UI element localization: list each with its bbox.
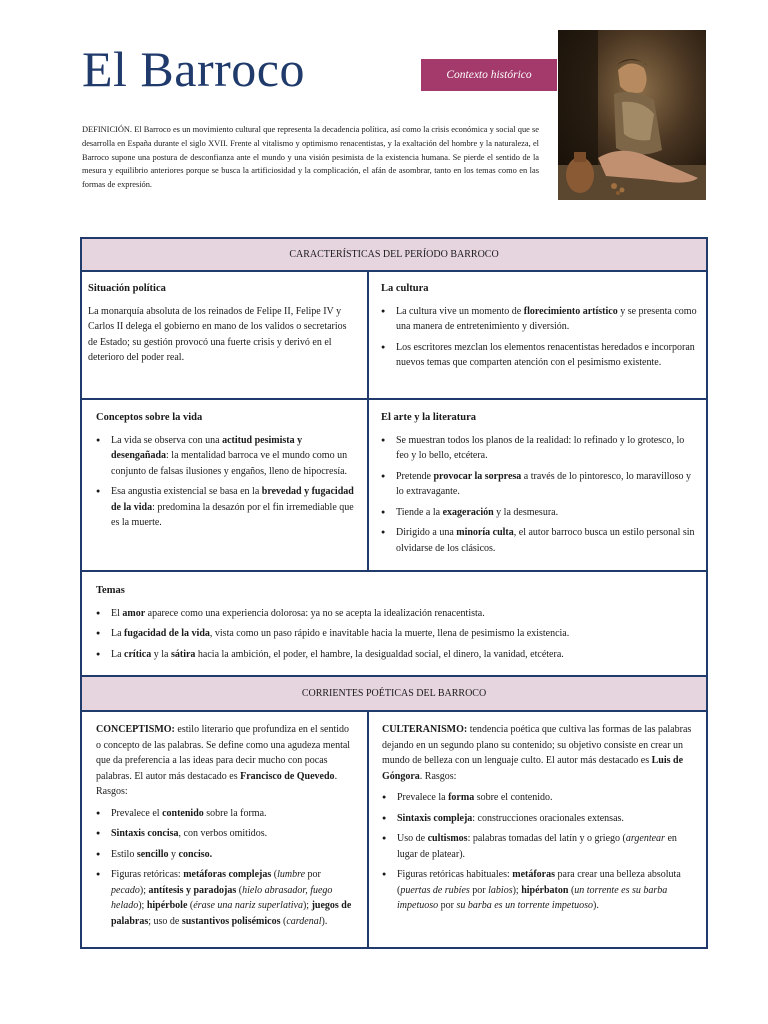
conceptismo-intro: CONCEPTISMO: estilo literario que profundiza en el sentido o concepto de las palabras. Se define como una agudeza mental que da preferencia a las ideas para decir mucho con pocas palabras. El autor más destacado es Francisco de Quevedo. Rasgos: (96, 724, 351, 797)
list-item: ● Se muestran todos los planos de la realidad: lo refinado y lo grotesco, lo feo y lo bello, etcétera. (396, 433, 699, 464)
list-item: ● La vida se observa con una actitud pesimista y desengañada: la mentalidad barroca ve el mundo como un conjunto de falsas ilusiones y engaños, lleno de hipocresía. (111, 433, 354, 480)
list-item: ● Dirigido a una minoría culta, el autor barroco busca un estilo personal sin olvidarse de los clásicos. (396, 525, 699, 556)
cell-title: La cultura (381, 283, 429, 294)
cell-text: La monarquía absoluta de los reinados de Felipe II, Felipe IV y Carlos II delega el gobierno en mano de los validos o secretarios de Estado; su gestión provocó una fuerte crisis y derivó en el deterioro del poder real. (88, 305, 347, 363)
corrientes-heading: CORRIENTES POÉTICAS DEL BARROCO (82, 677, 706, 710)
cell-title: Conceptos sobre la vida (96, 412, 203, 423)
list-item: ● La cultura vive un momento de florecimiento artístico y se presenta como una manera de entretenimiento y diversión. (396, 304, 699, 335)
content-table (80, 237, 708, 949)
list-item: ● Pretende provocar la sorpresa a través de lo pintoresco, lo maravilloso y lo extravagante. (396, 469, 699, 500)
cell-title: Temas (96, 585, 125, 596)
list-item: ● La fugacidad de la vida, vista como un paso rápido e inavitable hacia la muerte, llena de pesimismo la existencia. (111, 626, 696, 642)
cell-arte-literatura (381, 410, 699, 561)
list-item: ● Sintaxis compleja: construcciones oracionales extensas. (397, 811, 698, 827)
list-item: ● Estilo sencillo y conciso. (111, 847, 356, 863)
list-item: ● Prevalece la forma sobre el contenido. (397, 790, 698, 806)
baroque-painting-image (558, 30, 706, 200)
cell-title: Situación política (88, 283, 166, 294)
list-item: ● Esa angustia existencial se basa en la brevedad y fugacidad de la vida: predomina la desazón por el fin irremediable que es la muerte. (111, 484, 354, 531)
cell-situacion-politica (88, 281, 354, 366)
list-item: ● Tiende a la exageración y la desmesura. (396, 505, 699, 521)
list-item: ● Figuras retóricas habituales: metáforas para crear una belleza absoluta (puertas de rubíes por labios); hipérbaton (un torrente es su barba impetuoso por su barba es un torrente impetuoso). (397, 867, 698, 914)
cell-culteranismo (382, 722, 698, 919)
list-item: ● La crítica y la sátira hacia la ambición, el poder, el hambre, la desigualdad social, el dinero, la vanidad, etcétera. (111, 647, 696, 663)
cell-temas (96, 583, 696, 667)
characteristics-heading: CARACTERÍSTICAS DEL PERÍODO BARROCO (82, 239, 706, 270)
list-item: ● Prevalece el contenido sobre la forma. (111, 806, 356, 822)
cell-title: El arte y la literatura (381, 412, 477, 423)
definition-text: El Barroco es un movimiento cultural que representa la decadencia política, así como la crisis económica y social que se desarrolla en España durante el siglo XVII. Frente al vitalismo y optimismo renacentistas, y la exaltación del hombre y la naturaleza, el Barroco supone una postura de desconfianza ante el mundo y una visión pesimista de la existencia humana. Se pierde el sentido de la mesura y equilibrio anteriores porque se busca la artificiosidad y la complicación, el afán de asombrar, tanto en los temas como en las formas de expresión. (82, 125, 539, 190)
list-item: ● Figuras retóricas: metáforas complejas (lumbre por pecado); antítesis y paradojas (hielo abrasador, fuego helado); hipérbole (érase una nariz superlativa); juegos de palabras; uso de sustantivos polisémicos (cardenal). (111, 867, 356, 929)
list-item: ● Sintaxis concisa, con verbos omitidos. (111, 826, 356, 842)
definition-label: DEFINICIÓN. (82, 125, 133, 134)
culteranismo-intro: CULTERANISMO: tendencia poética que cultiva las formas de las palabras dejando en un segundo plano su contenido; su objetivo consiste en crear un mundo de belleza con un lenguaje culto. El autor más destacado es Luis de Góngora. Rasgos: (382, 724, 692, 782)
cell-conceptos-vida (96, 410, 354, 536)
page-title: El Barroco (82, 41, 305, 97)
definition-paragraph (82, 123, 539, 192)
list-item: ● Uso de cultismos: palabras tomadas del latín y o griego (argentear en lugar de platear). (397, 831, 698, 862)
context-badge: Contexto histórico (421, 59, 557, 91)
cell-cultura (381, 281, 699, 376)
cell-conceptismo (96, 722, 356, 934)
list-item: ● El amor aparece como una experiencia dolorosa: ya no se acepta la idealización renacentista. (111, 606, 696, 622)
list-item: ● Los escritores mezclan los elementos renacentistas heredados e incorporan nuevos temas que comparten atención con el pesimismo existente. (396, 340, 699, 371)
